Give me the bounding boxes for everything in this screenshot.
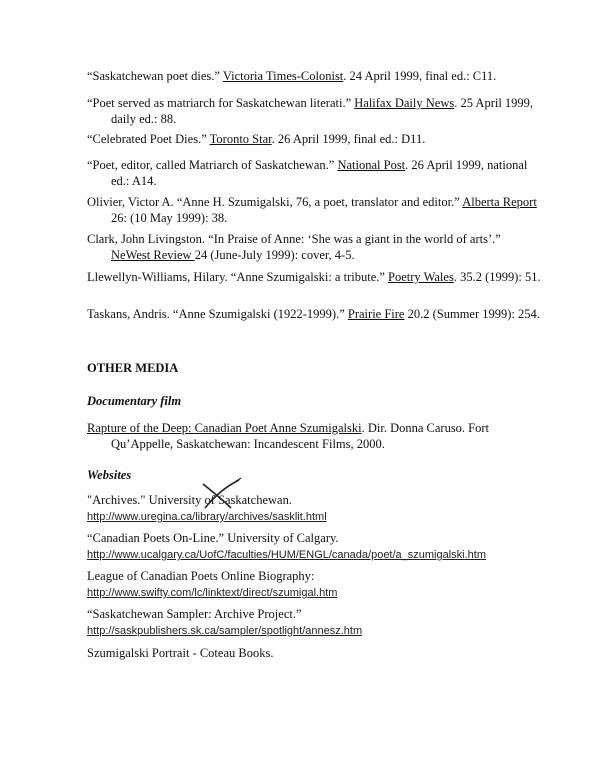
website-link[interactable] xyxy=(87,584,337,601)
citation-text: Olivier, Victor A. “Anne H. Szumigalski, 76, a poet, translator and editor.” xyxy=(87,195,463,209)
citation-entry xyxy=(87,269,541,285)
citation-source: Halifax Daily News xyxy=(354,96,455,110)
final-line: Szumigalski Portrait - Coteau Books. xyxy=(87,646,274,660)
section-heading-other-media: OTHER MEDIA xyxy=(87,361,179,375)
citation-text: “Celebrated Poet Dies.” xyxy=(87,132,210,146)
citation-text: Taskans, Andris. “Anne Szumigalski (1922-1999).” xyxy=(87,307,348,321)
citation-details: . 24 April 1999, final ed.: C11. xyxy=(343,69,497,83)
documentary-title: Rapture of the Deep: Canadian Poet Anne Szumigalski xyxy=(87,421,362,435)
website-link[interactable] xyxy=(87,546,486,563)
website-title: “Saskatchewan Sampler: Archive Project.” xyxy=(87,607,302,621)
website-title: “Canadian Poets On-Line.” University of Calgary. xyxy=(87,531,339,545)
citation-text: Clark, John Livingston. “In Praise of Anne: ‘She was a giant in the world of arts’.” xyxy=(87,232,501,246)
citation-text: “Poet, editor, called Matriarch of Saskatchewan.” xyxy=(87,158,338,172)
citation-entry xyxy=(87,306,541,322)
website-title: "Archives." University of Saskatchewan. xyxy=(87,493,292,507)
citation-entry xyxy=(87,194,541,226)
website-link[interactable] xyxy=(87,622,362,639)
citation-entry xyxy=(87,131,541,147)
website-url[interactable]: http://www.swifty.com/lc/linktext/direct/szumigal.htm xyxy=(87,587,338,599)
citation-details: 20.2 (Summer 1999): 254. xyxy=(404,307,540,321)
documentary-entry xyxy=(87,420,541,452)
citation-details: . 35.2 (1999): 51. xyxy=(453,270,541,284)
citation-source: Victoria Times-Colonist xyxy=(222,69,344,83)
subheading-documentary-film: Documentary film xyxy=(87,394,182,408)
citation-source: Alberta Report xyxy=(462,195,537,209)
website-title: League of Canadian Poets Online Biography: xyxy=(87,569,315,583)
website-url[interactable]: http://www.ucalgary.ca/UofC/faculties/HUM/ENGL/canada/poet/a_szumigalski.htm xyxy=(87,549,487,561)
citation-source: Poetry Wales xyxy=(388,270,454,284)
handwritten-strike-mark xyxy=(195,476,243,512)
citation-text: “Saskatchewan poet dies.” xyxy=(87,69,223,83)
citation-details: 26: (10 May 1999): 38. xyxy=(111,211,228,225)
citation-details: . 25 April 1999, daily ed.: 88. xyxy=(111,96,534,126)
citation-entry xyxy=(87,68,541,84)
citation-source: Prairie Fire xyxy=(347,307,405,321)
subheading-websites: Websites xyxy=(87,468,132,482)
website-url[interactable]: http://www.uregina.ca/library/archives/sasklit.html xyxy=(87,511,327,523)
citation-source: NeWest Review xyxy=(111,248,195,262)
documentary-details: . Dir. Donna Caruso. Fort Qu’Appelle, Saskatchewan: Incandescent Films, 2000. xyxy=(111,421,490,451)
citation-entry xyxy=(87,95,541,127)
citation-source: Toronto Star xyxy=(209,132,272,146)
citation-text: “Poet served as matriarch for Saskatchewan literati.” xyxy=(87,96,355,110)
website-url[interactable]: http://saskpublishers.sk.ca/sampler/spotlight/annesz.htm xyxy=(87,625,363,637)
citation-entry xyxy=(87,157,541,189)
citation-source: National Post xyxy=(337,158,406,172)
citation-details: 24 (June-July 1999): cover, 4-5. xyxy=(194,248,355,262)
citation-entry xyxy=(87,231,541,263)
citation-text: Llewellyn-Williams, Hilary. “Anne Szumigalski: a tribute.” xyxy=(87,270,389,284)
citation-details: . 26 April 1999, national ed.: A14. xyxy=(111,158,528,188)
citation-details: . 26 April 1999, final ed.: D11. xyxy=(271,132,426,146)
